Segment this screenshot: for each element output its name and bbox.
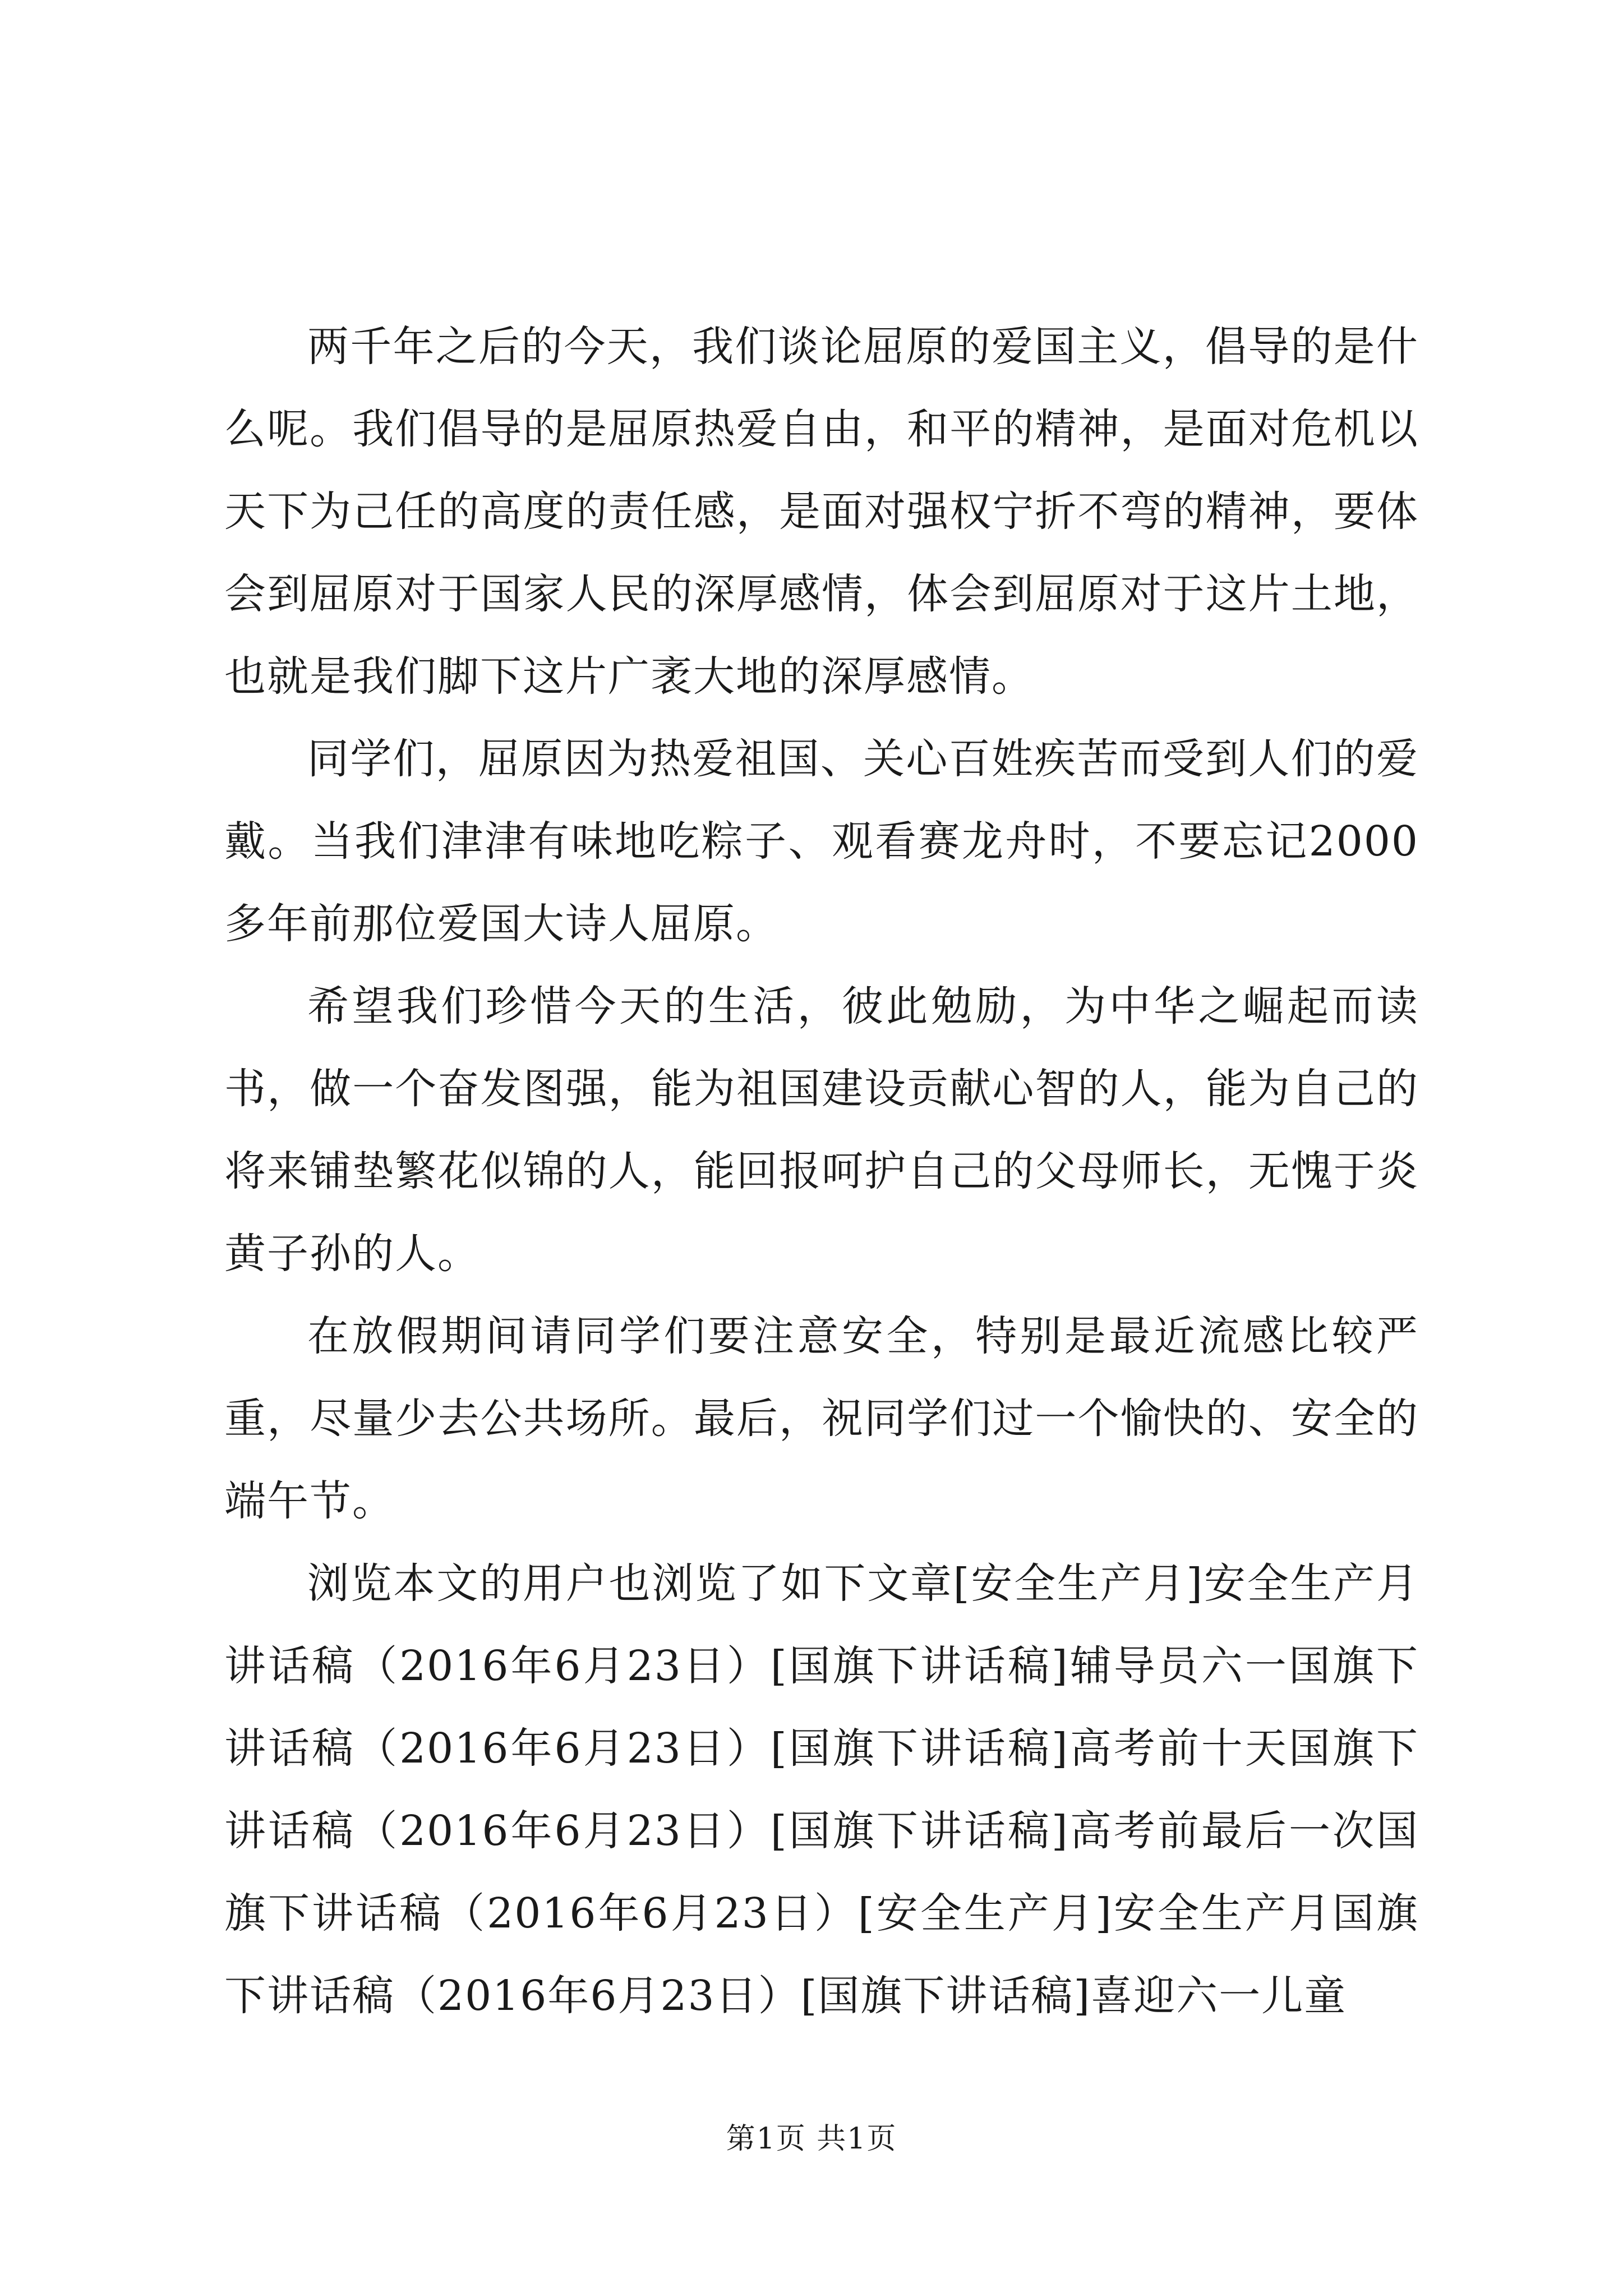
paragraph-4: 在放假期间请同学们要注意安全，特别是最近流感比较严重，尽量少去公共场所。最后，祝同学们过一个愉快的、安全的端午节。 [224, 1312, 1419, 1525]
paragraph-2: 同学们，屈原因为热爱祖国、关心百姓疾苦而受到人们的爱戴。当我们津津有味地吃粽子、观看赛龙舟时，不要忘记2000多年前那位爱国大诗人屈原。 [224, 735, 1419, 948]
paragraph-5-related-articles: 浏览本文的用户也浏览了如下文章[安全生产月]安全生产月讲话稿（2016年6月23日）[国旗下讲话稿]辅导员六一国旗下讲话稿（2016年6月23日）[国旗下讲话稿]高考前十天国旗下讲话稿（2016年6月23日）[国旗下讲话稿]高考前最后一次国旗下讲话稿（2016年6月23日）[安全生产月]安全生产月国旗下讲话稿（2016年6月23日）[国旗下讲话稿]喜迎六一儿童 [224, 1559, 1419, 2020]
paragraph-1: 两千年之后的今天，我们谈论屈原的爱国主义，倡导的是什么呢。我们倡导的是屈原热爱自由，和平的精神，是面对危机以天下为己任的高度的责任感，是面对强权宁折不弯的精神，要体会到屈原对于国家人民的深厚感情，体会到屈原对于这片土地，也就是我们脚下这片广袤大地的深厚感情。 [224, 323, 1419, 701]
document-body [224, 306, 1419, 2037]
page-footer: 第1页 共1页 [726, 2122, 897, 2156]
paragraph-3: 希望我们珍惜今天的生活，彼此勉励，为中华之崛起而读书，做一个奋发图强，能为祖国建设贡献心智的人，能为自己的将来铺垫繁花似锦的人，能回报呵护自己的父母师长，无愧于炎黄子孙的人。 [224, 982, 1419, 1278]
